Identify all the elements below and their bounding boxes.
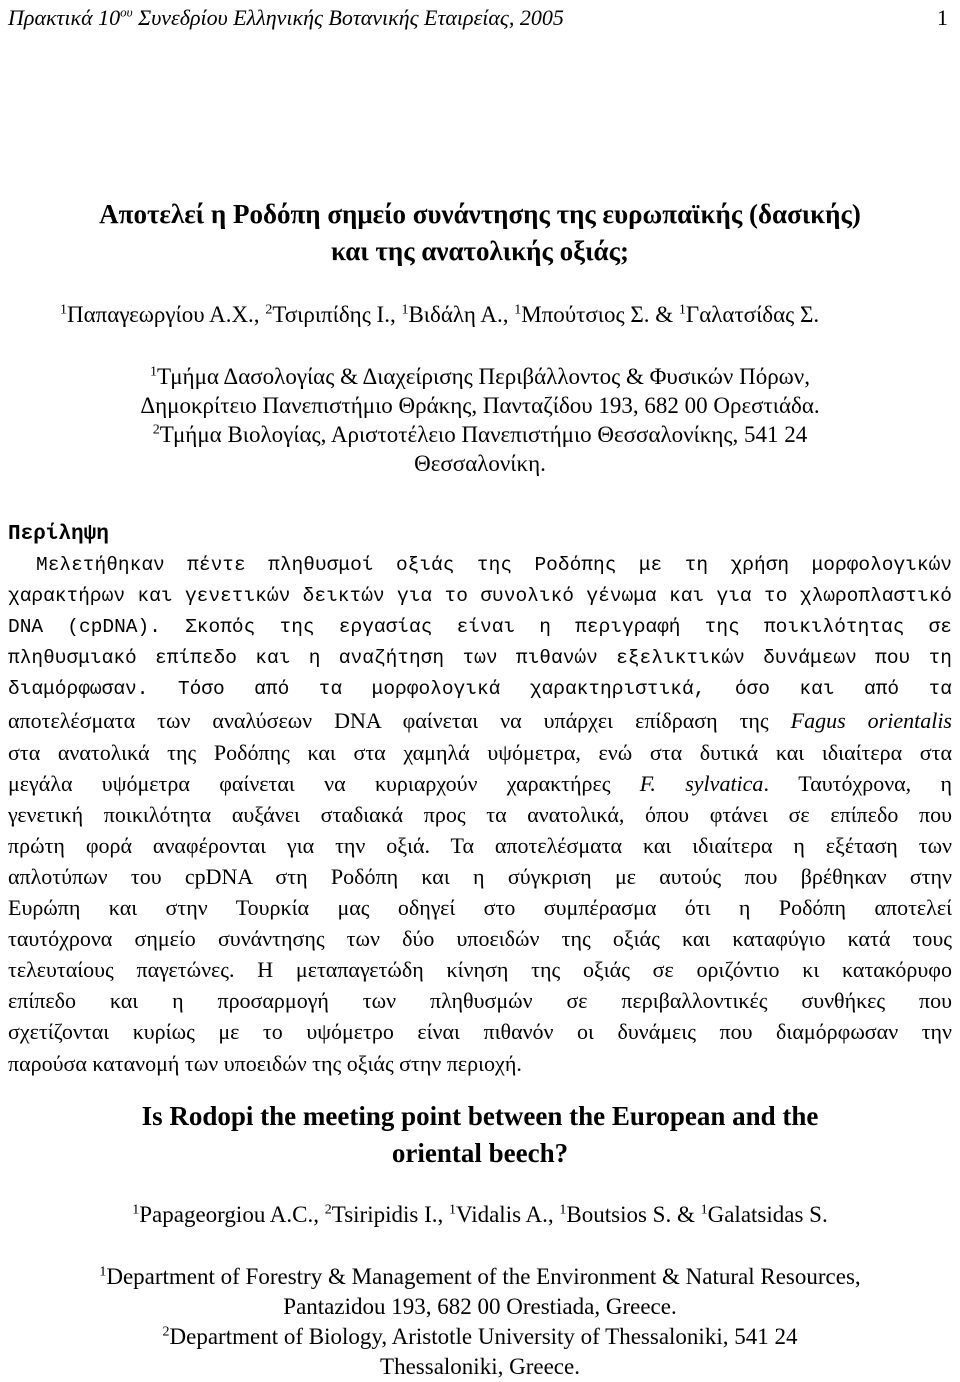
author: $^1$Galatsidas S. xyxy=(700,1202,828,1227)
english-title-line-1: Is Rodopi the meeting point between the European and the xyxy=(141,1101,819,1131)
header-title: Πρακτικά $10^{o\upsilon}$ Συνεδρίου Ελληνικής Βοτανικής Εταιρείας, 2005 xyxy=(8,4,564,30)
italic-species: Fagus orientalis xyxy=(790,708,952,734)
greek-affiliation-1: $^1$Τμήμα Δασολογίας & Διαχείρισης Περιβάλλοντος & Φυσικών Πόρων, Δημοκρίτειο Πανεπιστήμιο Θράκης, Πανταζίδου 193, 682 00 Ορεστιάδα. xyxy=(140,364,820,418)
abstract-body xyxy=(8,550,952,1079)
abstract-line: πρώτη φορά αναφέρονται για την οξιά. Τα αποτελέσματα και ιδιαίτερα η εξέταση των xyxy=(8,832,952,858)
abstract-line: στα ανατολικά της Ροδόπης και στα χαμηλά υψόμετρα, ενώ στα δυτικά και ιδιαίτερα στα xyxy=(8,739,952,765)
author: $^1$Vidalis A., xyxy=(448,1202,560,1227)
abstract-line: τελευταίους παγετώνες. Η μεταπαγετώδη κίνηση της οξιάς σε οριζόντιο κι κατακόρυφο xyxy=(8,957,952,983)
author: $^2$Τσιριπίδης Ι., xyxy=(265,302,402,327)
abstract-line: Ευρώπη και στην Τουρκία μας οδηγεί στο συμπέρασμα ότι η Ροδόπη αποτελεί xyxy=(8,895,952,921)
abstract-line: σχετίζονται κυρίως με το υψόμετρο είναι πιθανόν οι δυνάμεις που διαμόρφωσαν την xyxy=(8,1019,952,1045)
author: $^1$Βιδάλη Α., xyxy=(401,302,515,327)
author: $^2$Tsiripidis I., xyxy=(324,1202,449,1227)
english-affiliation-1: $^1$Department of Forestry & Management of the Environment & Natural Resources, Pantazidou 193, 682 00 Orestiada, Greece. xyxy=(99,1264,861,1319)
author: $^1$Παπαγεωργίου Α.Χ., xyxy=(60,302,266,327)
abstract-line: γενετική ποικιλότητα αυξάνει σταδιακά προς τα ανατολικά, όπου φτάνει σε επίπεδο που xyxy=(8,801,952,827)
greek-title-line-2: και της ανατολικής οξιάς; xyxy=(331,236,629,266)
abstract-line: διαμόρφωσαν. Τόσο από τα μορφολογικά χαρακτηριστικά, όσο και από τα xyxy=(8,678,952,701)
abstract-line: DNA (cpDNA). Σκοπός της εργασίας είναι η περιγραφή της ποικιλότητας σε xyxy=(8,616,952,639)
english-title-line-2: oriental beech? xyxy=(391,1138,569,1168)
greek-authors xyxy=(60,300,819,330)
author: $^1$Γαλατσίδας Σ. xyxy=(678,302,820,327)
abstract-heading: Περίληψη xyxy=(8,523,109,546)
page-number: 1 xyxy=(937,5,948,30)
abstract-line: ταυτόχρονα σημείο συνάντησης των δύο υποειδών της οξιάς και καταφύγιο κατά τους xyxy=(8,926,952,952)
abstract-line: αποτελέσματα των αναλύσεων DNA φαίνεται να υπάρχει επίδραση της Fagus orientalis xyxy=(8,708,952,734)
running-header xyxy=(8,0,948,36)
greek-title xyxy=(0,196,960,270)
english-title xyxy=(0,1098,960,1172)
italic-species: F. sylvatica xyxy=(639,770,764,796)
abstract-line: επίπεδο και η προσαρμογή των πληθυσμών σε περιβαλλοντικές συνθήκες που xyxy=(8,988,952,1014)
abstract-line: χαρακτήρων και γενετικών δεικτών για το συνολικό γένωμα και για το χλωροπλαστικό xyxy=(8,585,952,608)
greek-title-line-1: Αποτελεί η Ροδόπη σημείο συνάντησης της ευρωπαϊκής (δασικής) xyxy=(99,199,861,229)
english-affiliation-2: $^2$Department of Biology, Aristotle University of Thessaloniki, 541 24 Thessaloniki, Greece. xyxy=(162,1324,798,1379)
author: $^1$Μπούτσιος Σ. & xyxy=(514,302,679,327)
abstract-line: μεγάλα υψόμετρα φαίνεται να κυριαρχούν χαρακτήρες F. sylvatica. Ταυτόχρονα, η xyxy=(8,770,953,796)
abstract-line: απλοτύπων του cpDNA στη Ροδόπη και η σύγκριση με αυτούς που βρέθηκαν στην xyxy=(8,863,952,889)
abstract-line: Μελετήθηκαν πέντε πληθυσμοί οξιάς της Ροδόπης με τη χρήση μορφολογικών xyxy=(36,554,952,576)
greek-affiliation-2: $^2$Τμήμα Βιολογίας, Αριστοτέλειο Πανεπιστήμιο Θεσσαλονίκης, 541 24 Θεσσαλονίκη. xyxy=(152,422,808,476)
english-authors xyxy=(0,1200,960,1230)
author: $^1$Papageorgiou A.C., xyxy=(132,1202,325,1227)
abstract-line: πληθυσμιακό επίπεδο και η αναζήτηση των πιθανών εξελικτικών δυνάμεων που τη xyxy=(8,647,952,670)
abstract-line: παρούσα κατανομή των υποειδών της οξιάς στην περιοχή. xyxy=(8,1050,522,1076)
author: $^1$Boutsios S. & xyxy=(559,1202,701,1227)
